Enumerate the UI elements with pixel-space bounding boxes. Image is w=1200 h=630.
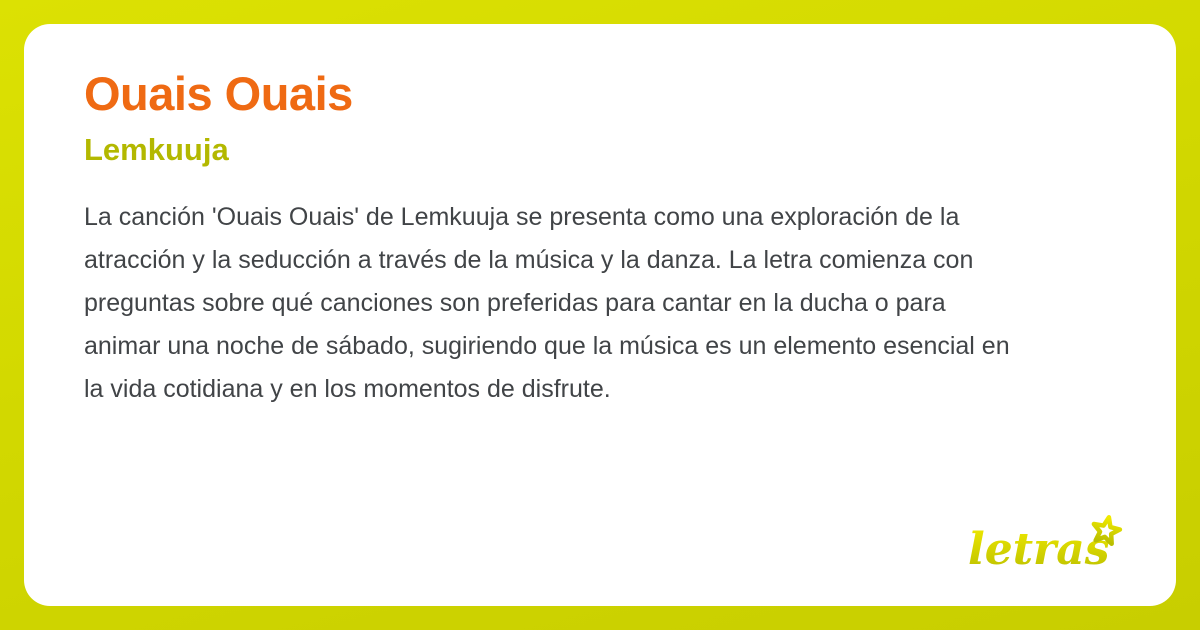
- summary-line: preguntas sobre qué canciones son preferidas para cantar en la ducha o para: [84, 288, 946, 317]
- summary-line: La canción 'Ouais Ouais' de Lemkuuja se presenta como una exploración de la: [84, 202, 960, 231]
- song-summary: [84, 196, 1136, 411]
- page-title: Ouais Ouais: [84, 67, 353, 120]
- letras-logo: [966, 514, 1131, 578]
- content: [84, 66, 1136, 411]
- card: [24, 24, 1176, 606]
- summary-line: animar una noche de sábado, sugiriendo que la música es un elemento esencial en: [84, 331, 1010, 360]
- summary-line: atracción y la seducción a través de la música y la danza. La letra comienza con: [84, 245, 974, 274]
- summary-line: la vida cotidiana y en los momentos de disfrute.: [84, 374, 611, 403]
- artist-name: Lemkuuja: [84, 132, 229, 168]
- letras-logo-text: letras: [968, 524, 1110, 575]
